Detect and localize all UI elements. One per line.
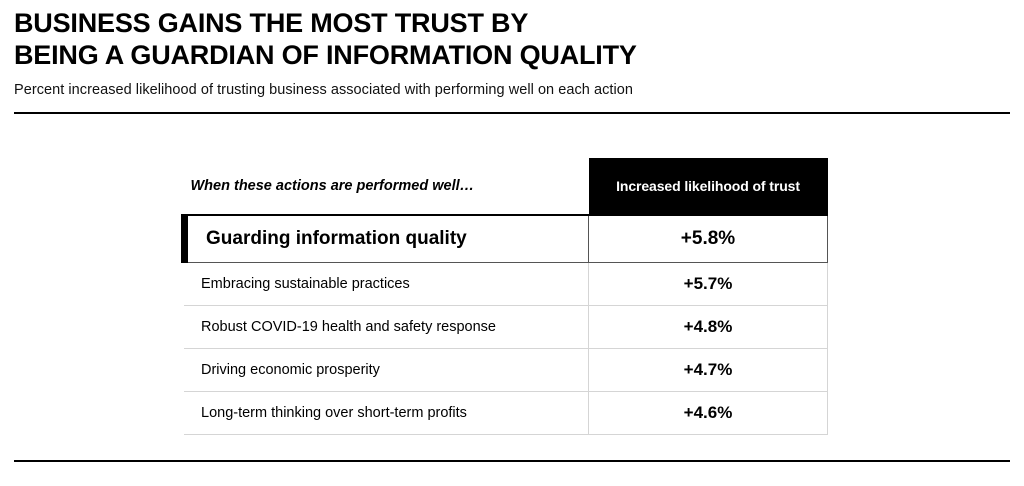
table-row xyxy=(185,306,828,349)
table-row xyxy=(185,392,828,435)
page-title-line-2: BEING A GUARDIAN OF INFORMATION QUALITY xyxy=(14,39,637,70)
trust-actions-table xyxy=(181,158,828,435)
row-value: +5.7% xyxy=(589,263,828,306)
column-header-action: When these actions are performed well… xyxy=(185,158,589,215)
row-value: +5.8% xyxy=(589,215,828,263)
divider-top xyxy=(14,112,1010,114)
divider-bottom xyxy=(14,460,1010,462)
row-action-label: Long-term thinking over short-term profits xyxy=(185,392,589,435)
table-header-row xyxy=(185,158,828,215)
column-header-value: Increased likelihood of trust xyxy=(589,158,828,215)
row-action-label: Driving economic prosperity xyxy=(185,349,589,392)
table-body xyxy=(185,215,828,435)
data-table-container xyxy=(181,158,824,435)
page-subtitle: Percent increased likelihood of trusting business associated with performing well on each action xyxy=(14,81,633,98)
table-header xyxy=(185,158,828,215)
row-value: +4.7% xyxy=(589,349,828,392)
row-value: +4.8% xyxy=(589,306,828,349)
row-action-label: Embracing sustainable practices xyxy=(185,263,589,306)
table-row xyxy=(185,349,828,392)
row-action-label: Robust COVID-19 health and safety response xyxy=(185,306,589,349)
table-row xyxy=(185,263,828,306)
page-title-line-1: BUSINESS GAINS THE MOST TRUST BY xyxy=(14,8,529,38)
row-value: +4.6% xyxy=(589,392,828,435)
page-title xyxy=(14,8,1010,72)
row-action-label: Guarding information quality xyxy=(185,215,589,263)
table-row xyxy=(185,215,828,263)
